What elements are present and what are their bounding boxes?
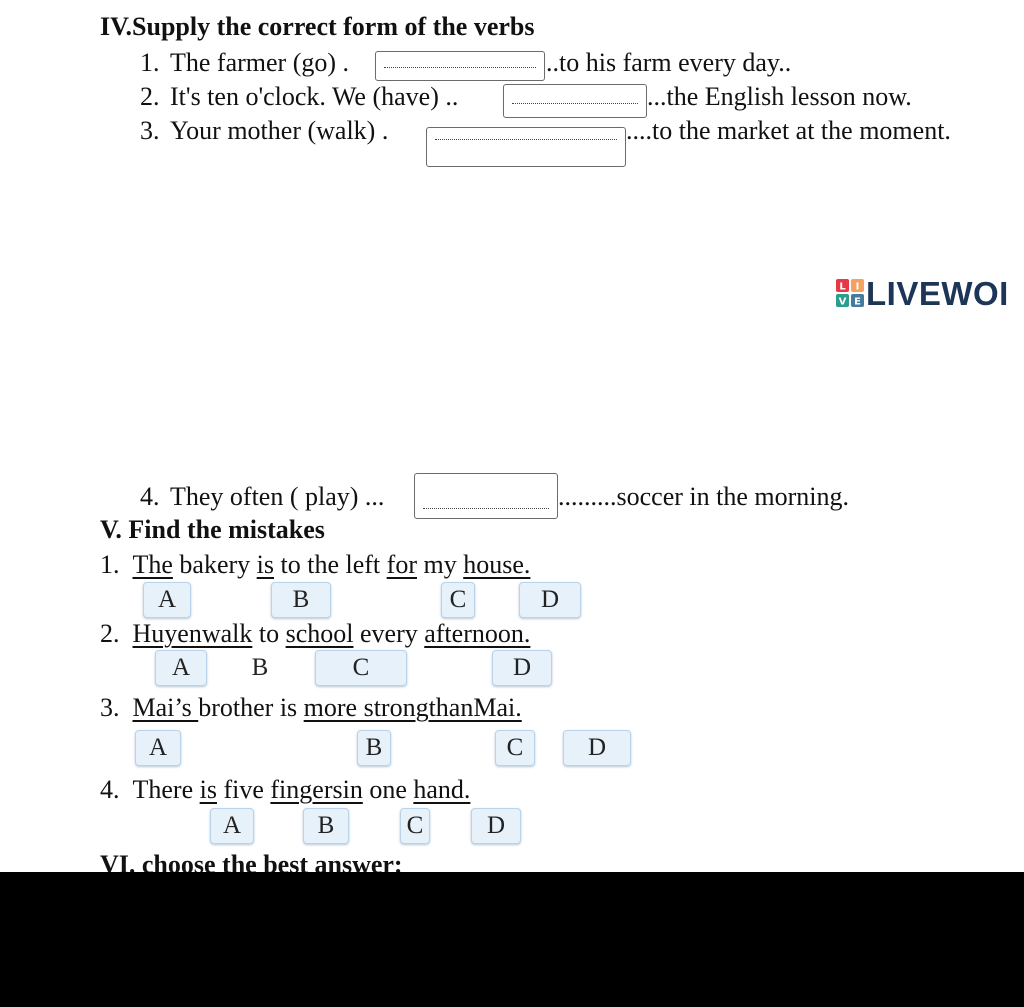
q4-text-after: .........soccer in the morning. (558, 482, 849, 511)
s3-option-b[interactable]: B (357, 730, 391, 766)
section-5-title: V. Find the mistakes (100, 515, 325, 544)
s4-option-b[interactable]: B (303, 808, 349, 844)
s1-text: to the left (274, 550, 387, 579)
s3-option-a[interactable]: A (135, 730, 181, 766)
s3-text: brother is (198, 693, 304, 722)
s1-option-d[interactable]: D (519, 582, 581, 618)
svg-text:E: E (854, 296, 861, 307)
s2-text: every (353, 619, 425, 648)
s3-option-d[interactable]: D (563, 730, 631, 766)
s3-sentence (100, 693, 522, 723)
s1-text: bakery (172, 550, 257, 579)
s2-word-c: school (285, 619, 354, 648)
svg-text:I: I (855, 281, 860, 293)
s4-word-d: hand. (413, 775, 471, 804)
q1-text-after: ..to his farm every day.. (546, 48, 792, 77)
q4-text-before: They often ( play) ... (170, 482, 385, 511)
black-overlay-bar (0, 872, 1024, 1007)
s2-sentence (100, 619, 530, 649)
s1-option-b[interactable]: B (271, 582, 331, 618)
s1-word-c: for (386, 550, 417, 579)
q1-text-before: The farmer (go) . (170, 48, 350, 77)
q1-number: 1. (140, 48, 160, 77)
s3-word-a: Mai’s (132, 693, 199, 722)
s1-word-d: house. (463, 550, 531, 579)
s2-option-d[interactable]: D (492, 650, 552, 686)
svg-text:L: L (839, 281, 846, 293)
q3-answer-box[interactable] (426, 127, 626, 167)
livewire-logo (836, 276, 1024, 312)
q4-answer-box[interactable] (414, 473, 558, 519)
section-4-title: IV.Supply the correct form of the verbs (100, 12, 535, 41)
logo-text: LIVEWOI (866, 276, 1009, 312)
s4-sentence (100, 775, 470, 805)
q2-answer-box[interactable] (503, 84, 647, 118)
s1-option-c[interactable]: C (441, 582, 475, 618)
s3-option-c[interactable]: C (495, 730, 535, 766)
s4-text: five (216, 775, 271, 804)
q2-text-after: ...the English lesson now. (647, 82, 912, 111)
logo-mark-icon (836, 279, 864, 307)
s1-text: my (416, 550, 464, 579)
s3-number: 3. (100, 693, 120, 722)
s4-number: 4. (100, 775, 120, 804)
s4-word-b: fingersin (270, 775, 363, 804)
s4-option-a[interactable]: A (210, 808, 254, 844)
s1-word-a: The (132, 550, 173, 579)
s1-number: 1. (100, 550, 120, 579)
q3-text-after: ....to the market at the moment. (626, 116, 951, 145)
s2-number: 2. (100, 619, 120, 648)
s1-sentence (100, 550, 530, 580)
svg-text:V: V (838, 296, 847, 307)
s4-word-a: is (199, 775, 217, 804)
s4-text: There (132, 775, 200, 804)
q3-text-before: Your mother (walk) . (170, 116, 389, 145)
s1-word-b: is (256, 550, 275, 579)
q1-answer-box[interactable] (375, 51, 545, 81)
q2-text-before: It's ten o'clock. We (have) .. (170, 82, 459, 111)
q4-number: 4. (140, 482, 160, 511)
s2-option-c[interactable]: C (315, 650, 407, 686)
q2-number: 2. (140, 82, 160, 111)
s2-word-a: Huyenwalk (132, 619, 253, 648)
s3-word-b: more strongthanMai. (303, 693, 522, 722)
q3-number: 3. (140, 116, 160, 145)
s2-word-d: afternoon. (424, 619, 531, 648)
s2-option-b[interactable]: B (239, 650, 281, 686)
s4-option-d[interactable]: D (471, 808, 521, 844)
s4-option-c[interactable]: C (400, 808, 430, 844)
section-6-title: VI. choose the best answer: (100, 850, 403, 872)
s2-option-a[interactable]: A (155, 650, 207, 686)
s4-text: one (362, 775, 414, 804)
s1-option-a[interactable]: A (143, 582, 191, 618)
s2-text: to (252, 619, 286, 648)
